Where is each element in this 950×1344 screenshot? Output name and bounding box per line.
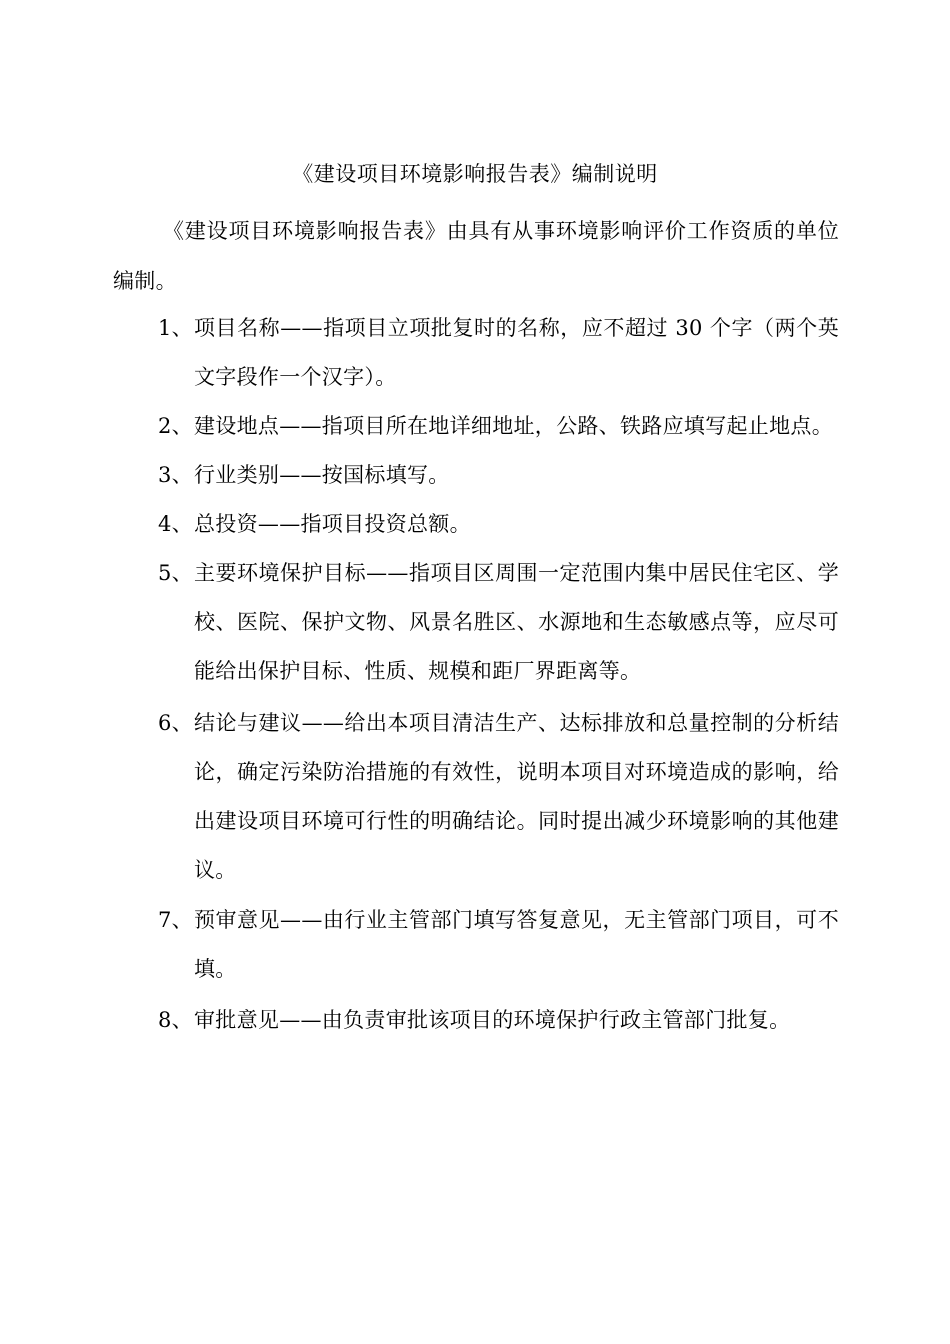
list-item (158, 896, 839, 994)
item-text: 主要环境保护目标——指项目区周围一定范围内集中居民住宅区、学校、医院、保护文物、风景名胜区、水源地和生态敏感点等，应尽可能给出保护目标、性质、规模和距厂界距离等。 (194, 561, 839, 683)
item-text: 行业类别——按国标填写。 (194, 463, 450, 487)
document-title: 《建设项目环境影响报告表》编制说明 (292, 162, 658, 186)
list-item (158, 451, 839, 500)
item-number: 1、 (158, 316, 193, 340)
item-text: 总投资——指项目投资总额。 (194, 512, 471, 536)
item-text: 预审意见——由行业主管部门填写答复意见，无主管部门项目，可不填。 (194, 908, 839, 981)
list-item (158, 402, 839, 451)
item-number: 2、 (158, 414, 193, 438)
list-item (158, 996, 839, 1045)
list-item (158, 500, 839, 549)
item-text: 项目名称——指项目立项批复时的名称，应不超过 30 个字（两个英文字段作一个汉字）。 (194, 316, 839, 389)
item-number: 6、 (158, 711, 193, 735)
item-text: 审批意见——由负责审批该项目的环境保护行政主管部门批复。 (194, 1008, 791, 1032)
item-number: 4、 (158, 512, 193, 536)
item-number: 8、 (158, 1008, 193, 1032)
item-text: 结论与建议——给出本项目清洁生产、达标排放和总量控制的分析结论，确定污染防治措施的有效性，说明本项目对环境造成的影响，给出建设项目环境可行性的明确结论。同时提出减少环境影响的其他建议。 (194, 711, 839, 882)
list-item (158, 304, 839, 402)
list-item (158, 549, 839, 696)
intro-paragraph: 《建设项目环境影响报告表》由具有从事环境影响评价工作资质的单位编制。 (113, 219, 839, 293)
item-number: 7、 (158, 908, 193, 932)
item-text: 建设地点——指项目所在地详细地址，公路、铁路应填写起止地点。 (194, 414, 833, 438)
item-number: 5、 (158, 561, 193, 585)
list-item (158, 699, 839, 895)
item-number: 3、 (158, 463, 193, 487)
